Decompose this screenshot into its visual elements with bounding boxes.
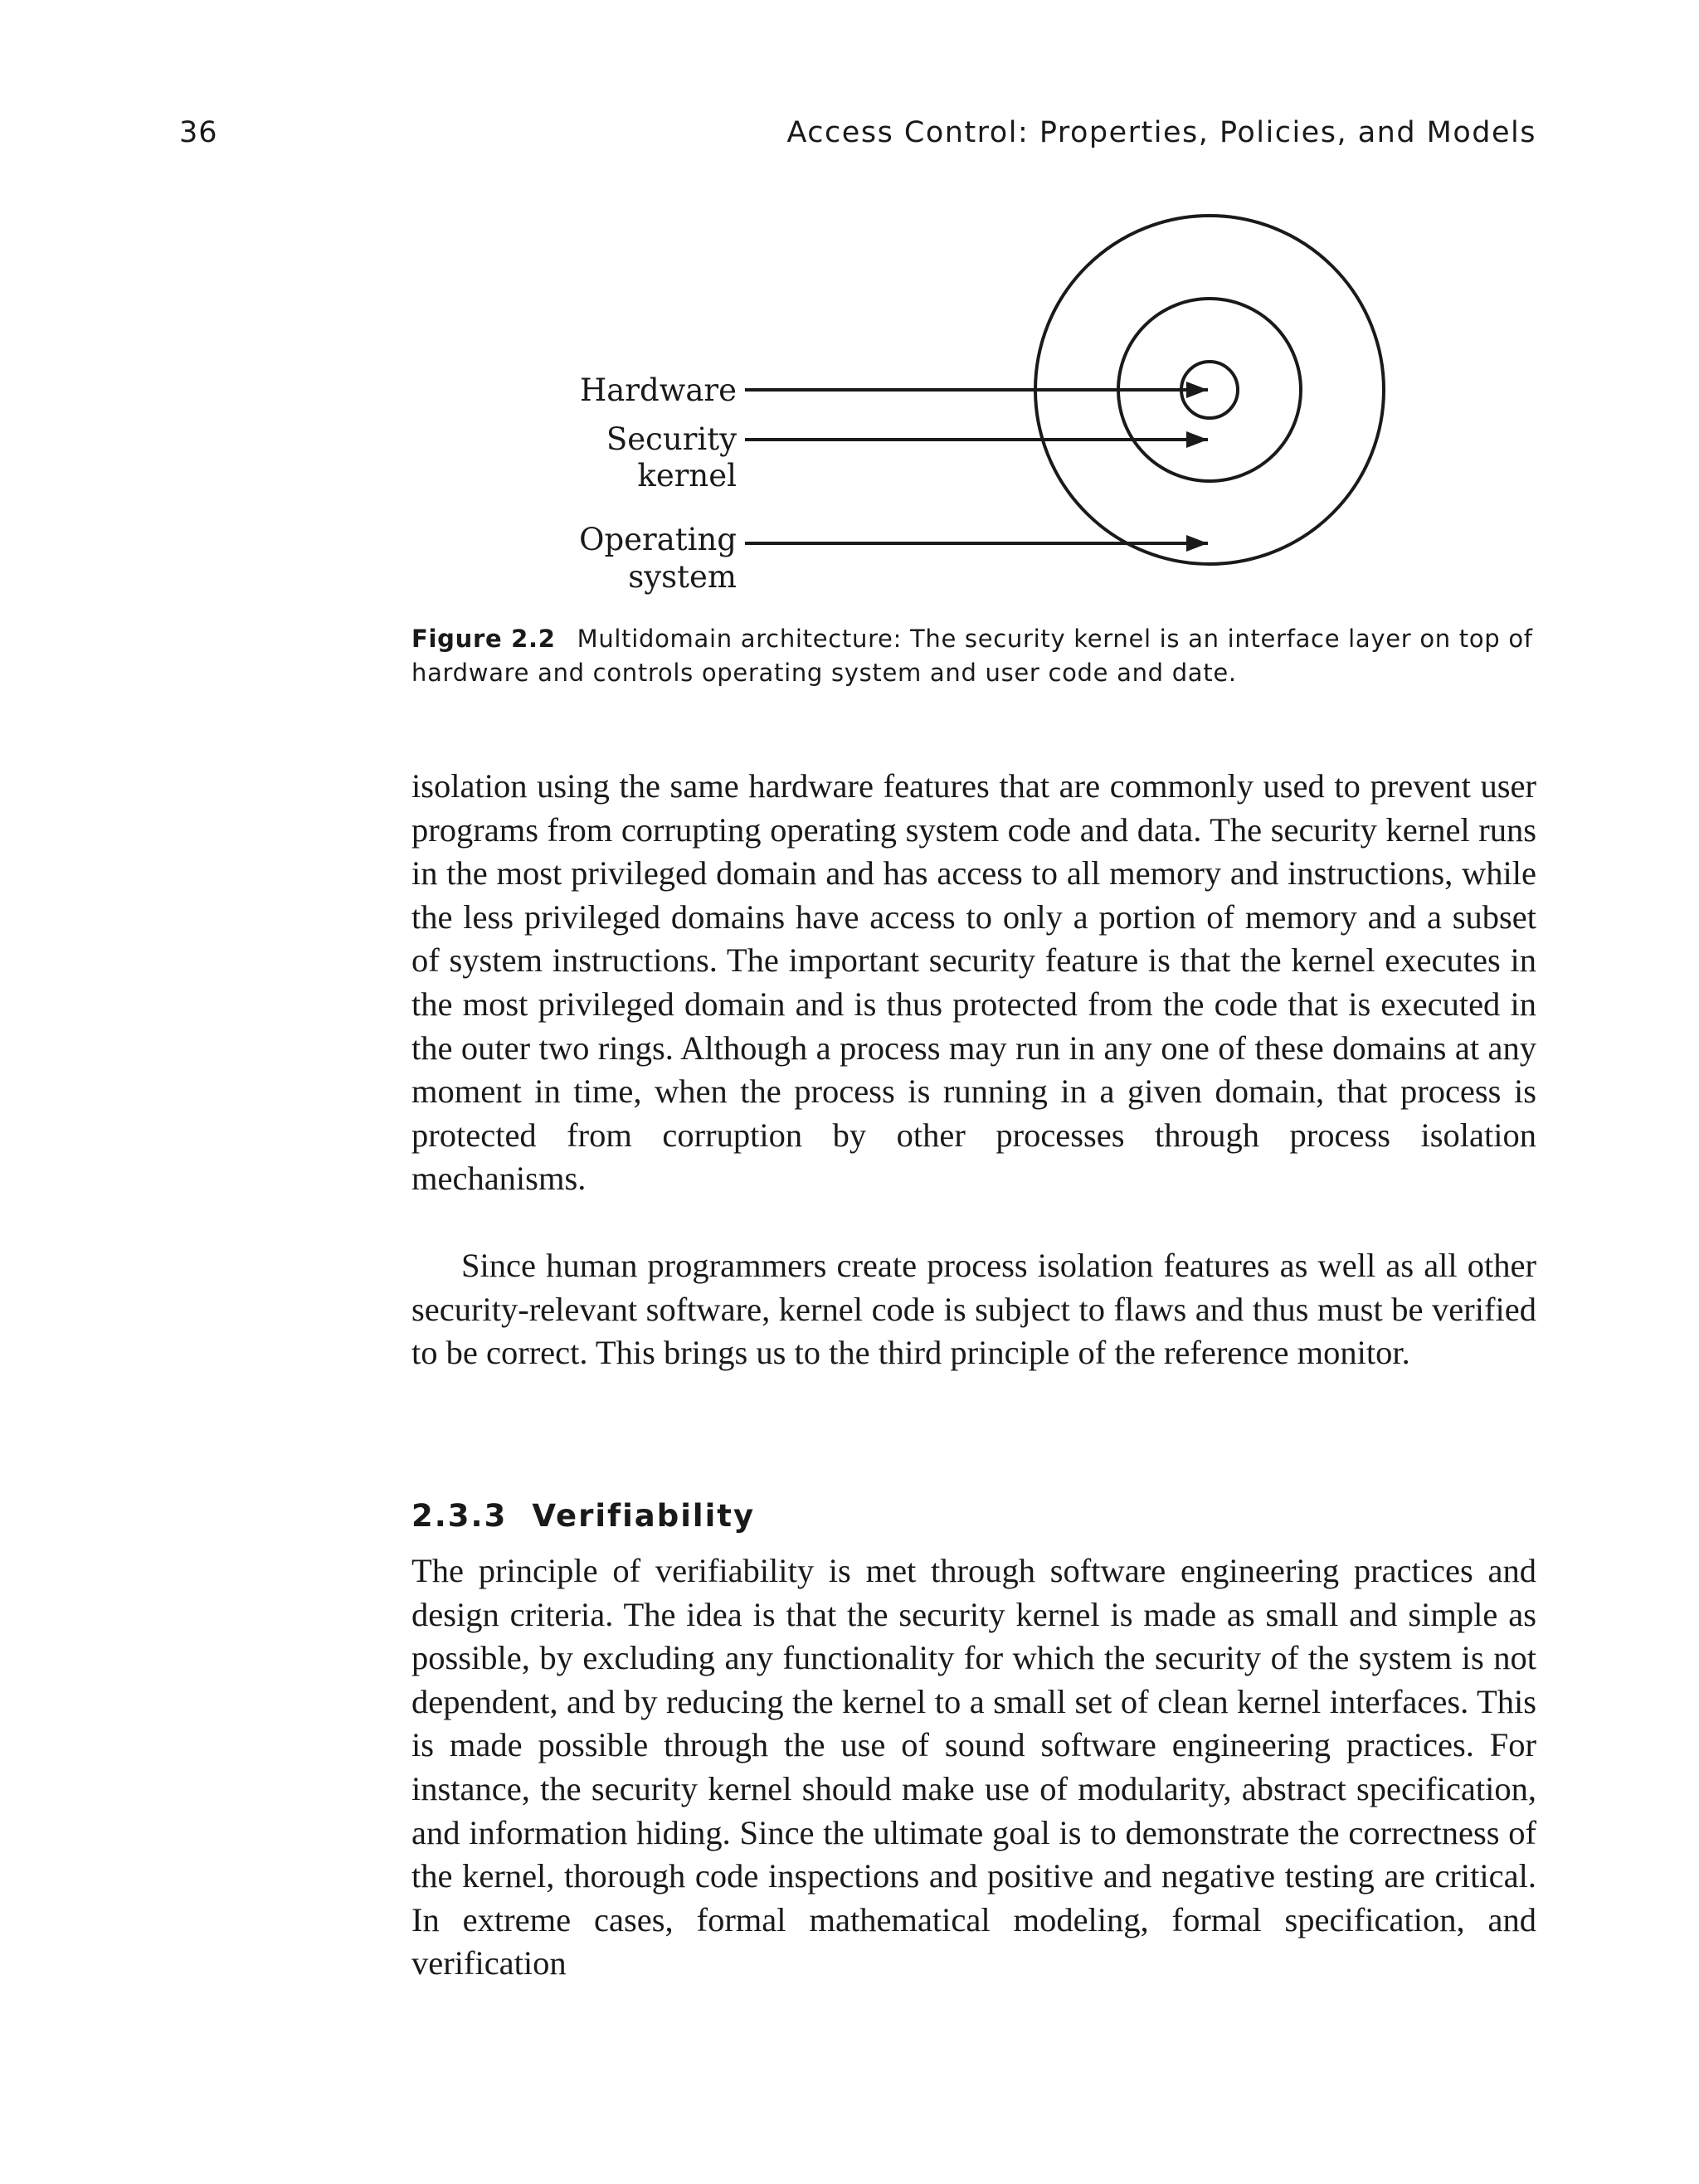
security-label: Security	[606, 421, 737, 457]
figure-caption	[411, 622, 1536, 690]
multidomain-diagram	[0, 0, 1699, 630]
section-heading	[411, 1498, 755, 1534]
kernel-label: kernel	[637, 458, 737, 494]
operating-label: Operating	[579, 522, 737, 557]
running-title: Access Control: Properties, Policies, and Models	[786, 116, 1536, 149]
system-label: system	[628, 559, 737, 595]
body-paragraph-2: Since human programmers create process isolation features as well as all other security-relevant software, kernel code is subject to flaws and thus must be verified to be correct. This brings us to the third principle of the reference monitor.	[411, 1247, 1536, 1372]
caption-text: Multidomain architecture: The security kernel is an interface layer on top of hardware and controls operating system and user code and date.	[411, 625, 1533, 687]
hardware-label: Hardware	[579, 372, 737, 408]
body-paragraph-3: The principle of verifiability is met through software engineering practices and design criteria. The idea is that the security kernel is made as small and simple as possible, by excluding any functionality for which the security of the system is not dependent, and by reducing the kernel to a small set of clean kernel interfaces. This is made possible through the use of sound software engineering practices. For instance, the security kernel should make use of modularity, abstract specification, and information hiding. Since the ultimate goal is to demonstrate the correctness of the kernel, thorough code inspections and positive and negative testing are critical. In extreme cases, formal mathematical modeling, formal specification, and verification	[411, 1552, 1536, 1982]
page-number: 36	[179, 116, 218, 149]
section-number: 2.3.3	[411, 1498, 508, 1534]
section-title: Verifiability	[532, 1498, 756, 1534]
body-paragraph-1: isolation using the same hardware features that are commonly used to prevent user programs from corrupting operating system code and data. The security kernel runs in the most privileged domain and has access to all memory and instructions, while the less privileged domains have access to only a portion of memory and a subset of system instructions. The important security feature is that the kernel executes in the most privileged domain and is thus protected from the code that is executed in the outer two rings. Although a process may run in any one of these domains at any moment in time, when the process is running in a given domain, that process is protected from corruption by other processes through process isolation mechanisms.	[411, 767, 1536, 1198]
figure-number: Figure 2.2	[411, 625, 556, 653]
